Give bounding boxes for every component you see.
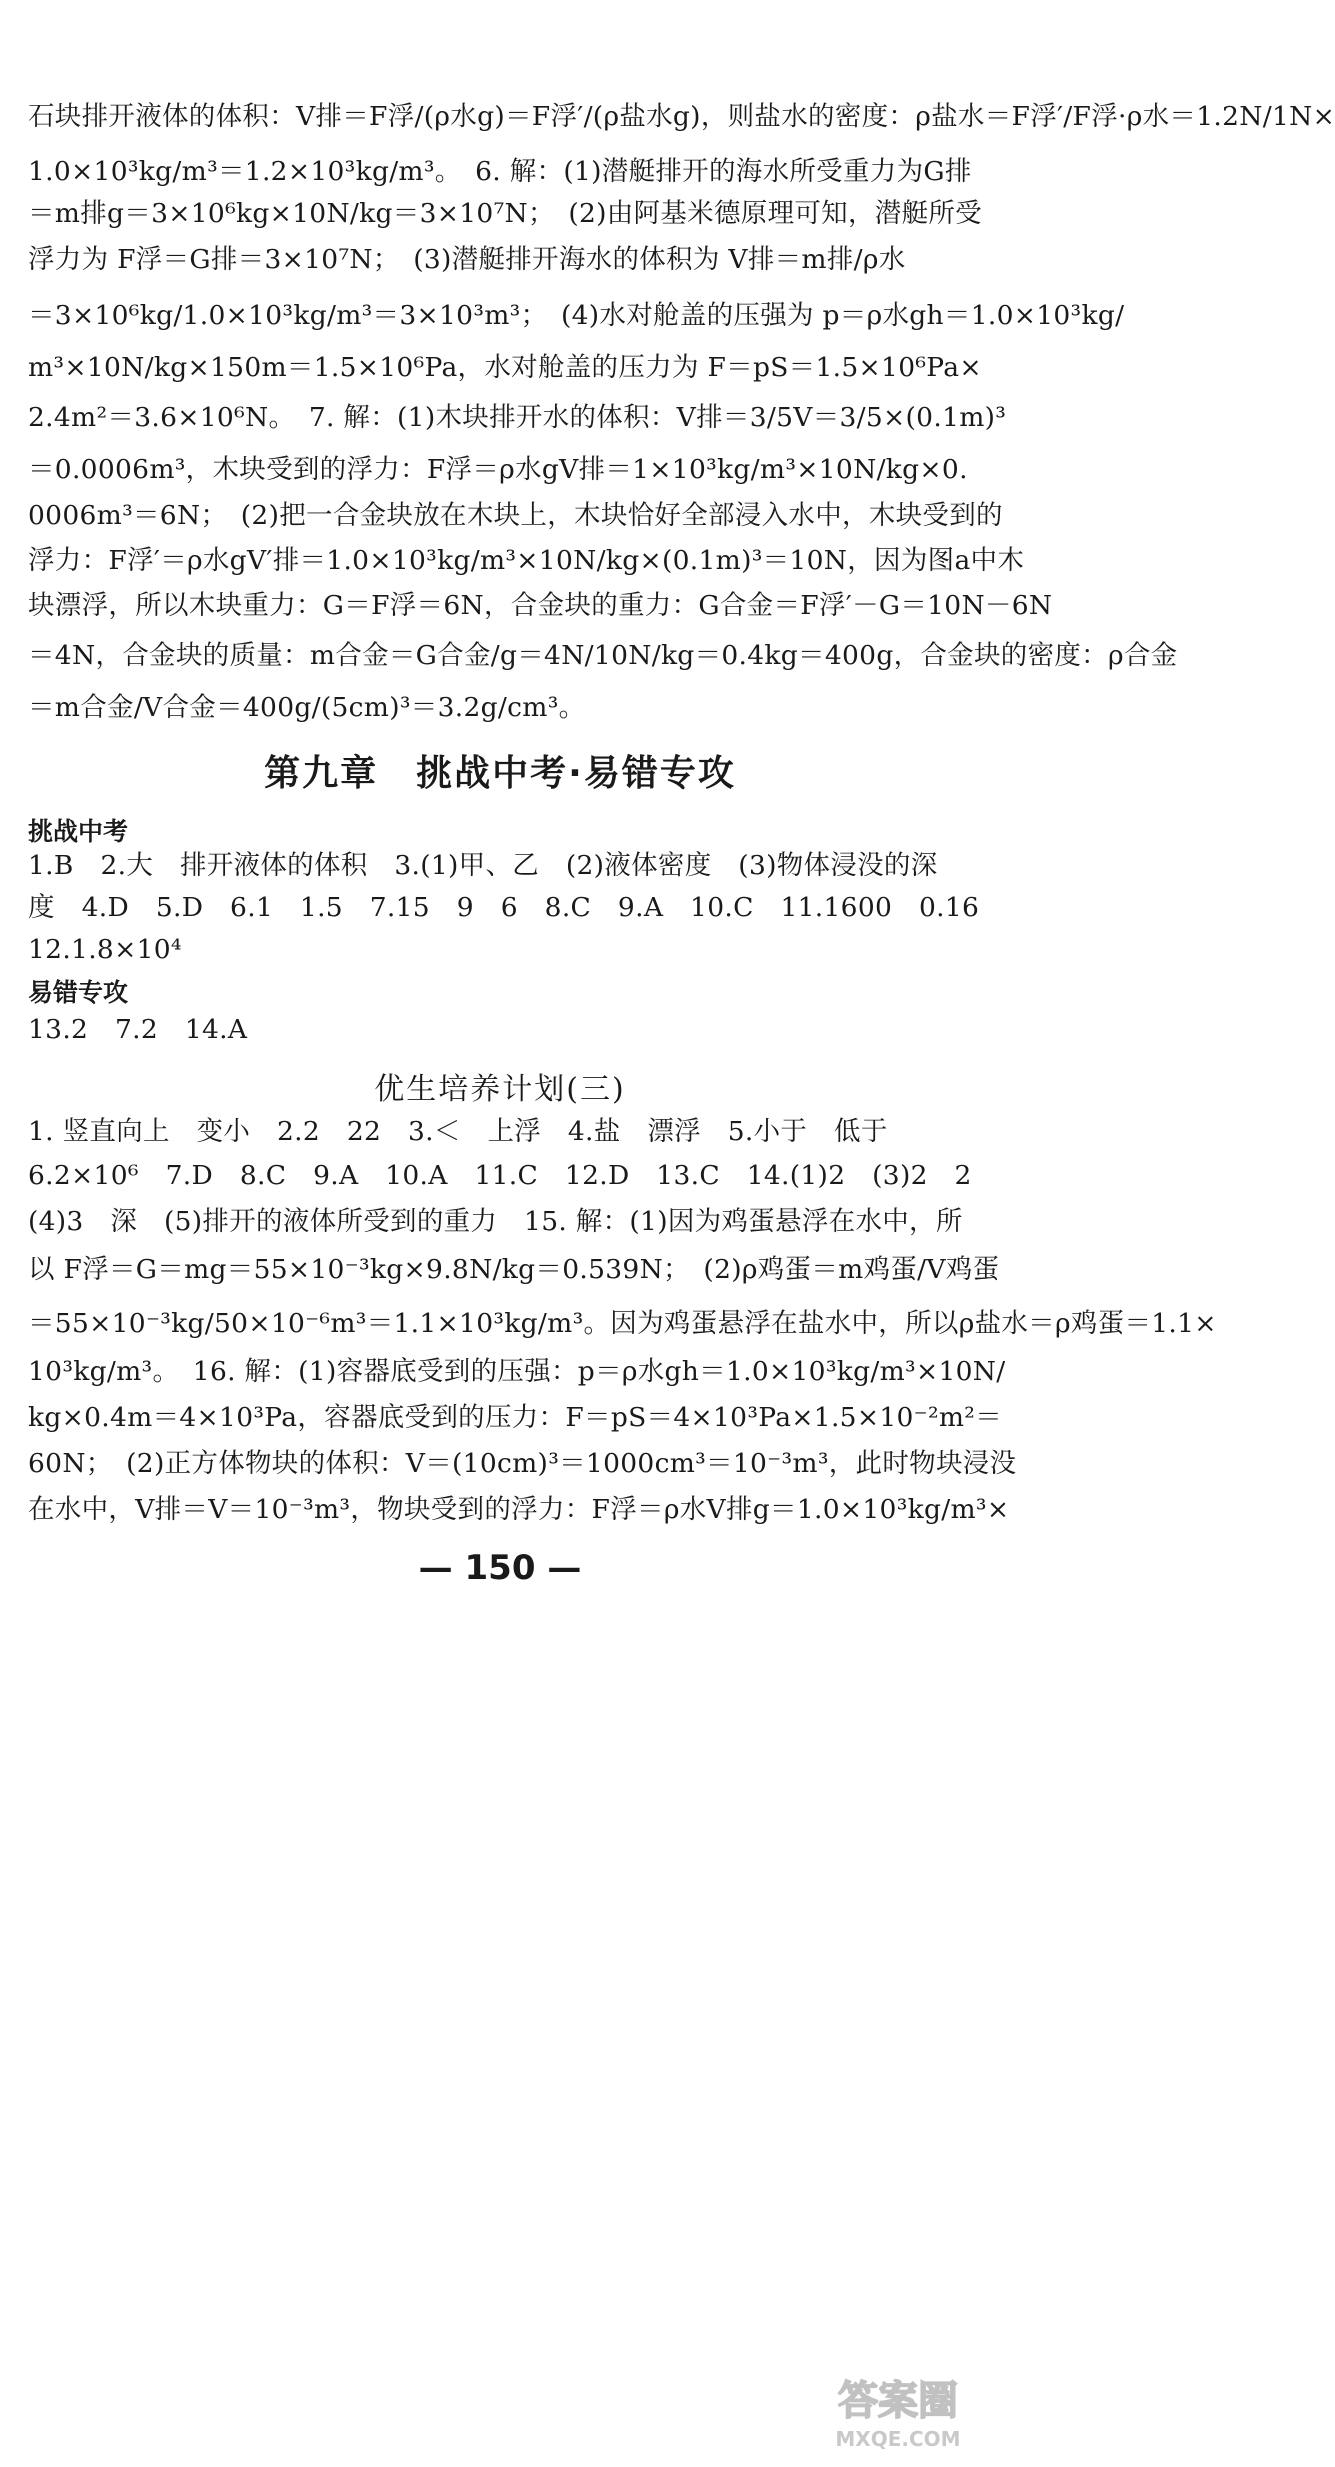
text-line: 1. 竖直向上 变小 2.2 22 3.＜ 上浮 4.盐 漂浮 5.小于 低于: [28, 1116, 888, 1147]
text-line: 1.0×10³kg/m³＝1.2×10³kg/m³。 6. 解：(1)潜艇排开的海水所受重力为G排: [28, 156, 972, 187]
text-line: m³×10N/kg×150m＝1.5×10⁶Pa，水对舱盖的压力为 F＝pS＝1.5×10⁶Pa×: [28, 352, 982, 383]
text-line: ＝4N，合金块的质量：m合金＝G合金/g＝4N/10N/kg＝0.4kg＝400g，合金块的密度：ρ合金: [28, 640, 1178, 671]
chapter-title: 第九章 挑战中考·易错专攻: [264, 753, 736, 794]
section-heading-challenge: 挑战中考: [28, 817, 129, 846]
text-line: 浮力为 F浮＝G排＝3×10⁷N； (3)潜艇排开海水的体积为 V排＝m排/ρ水: [28, 244, 906, 275]
text-line: 以 F浮＝G＝mg＝55×10⁻³kg×9.8N/kg＝0.539N； (2)ρ鸡蛋＝m鸡蛋/V鸡蛋: [28, 1254, 1000, 1285]
text-line: 2.4m²＝3.6×10⁶N。 7. 解：(1)木块排开水的体积：V排＝3/5V＝3/5×(0.1m)³: [28, 402, 1007, 433]
plan-subtitle: 优生培养计划(三): [374, 1072, 626, 1107]
text-line: (4)3 深 (5)排开的液体所受到的重力 15. 解：(1)因为鸡蛋悬浮在水中，所: [28, 1206, 963, 1237]
text-line: kg×0.4m＝4×10³Pa，容器底受到的压力：F＝pS＝4×10³Pa×1.5×10⁻²m²＝: [28, 1402, 1003, 1433]
text-line: ＝3×10⁶kg/1.0×10³kg/m³＝3×10³m³； (4)水对舱盖的压强为 p＝ρ水gh＝1.0×10³kg/: [28, 300, 1125, 331]
watermark-cn-text: 答案圈: [838, 2378, 958, 2424]
text-line: ＝0.0006m³，木块受到的浮力：F浮＝ρ水gV排＝1×10³kg/m³×10N/kg×0.: [28, 454, 968, 485]
text-line: 石块排开液体的体积：V排＝F浮/(ρ水g)＝F浮′/(ρ盐水g)，则盐水的密度：ρ盐水＝F浮′/F浮·ρ水＝1.2N/1N×: [28, 101, 1335, 132]
text-line: 1.B 2.大 排开液体的体积 3.(1)甲、乙 (2)液体密度 (3)物体浸没的深: [28, 850, 938, 881]
text-line: ＝m合金/V合金＝400g/(5cm)³＝3.2g/cm³。: [28, 692, 586, 723]
text-line: 60N； (2)正方体物块的体积：V＝(10cm)³＝1000cm³＝10⁻³m³，此时物块浸没: [28, 1448, 1017, 1479]
text-line: 13.2 7.2 14.A: [28, 1014, 248, 1045]
text-line: 度 4.D 5.D 6.1 1.5 7.15 9 6 8.C 9.A 10.C 11.1600 0.16: [28, 892, 980, 923]
text-line: 在水中，V排＝V＝10⁻³m³，物块受到的浮力：F浮＝ρ水V排g＝1.0×10³kg/m³×: [28, 1494, 1010, 1525]
text-line: 0006m³＝6N； (2)把一合金块放在木块上，木块恰好全部浸入水中，木块受到的: [28, 500, 1003, 531]
text-line: 12.1.8×10⁴: [28, 934, 182, 965]
text-line: 块漂浮，所以木块重力：G＝F浮＝6N，合金块的重力：G合金＝F浮′－G＝10N－6N: [28, 590, 1053, 621]
text-line: ＝55×10⁻³kg/50×10⁻⁶m³＝1.1×10³kg/m³。因为鸡蛋悬浮在盐水中，所以ρ盐水＝ρ鸡蛋＝1.1×: [28, 1308, 1217, 1339]
watermark-url-text: MXQE.COM: [835, 2427, 961, 2451]
page-number: — 150 —: [418, 1548, 582, 1588]
text-line: ＝m排g＝3×10⁶kg×10N/kg＝3×10⁷N； (2)由阿基米德原理可知，潜艇所受: [28, 198, 982, 229]
section-heading-mistakes: 易错专攻: [28, 978, 129, 1007]
text-line: 浮力：F浮′＝ρ水gV′排＝1.0×10³kg/m³×10N/kg×(0.1m)³＝10N，因为图a中木: [28, 545, 1025, 576]
text-line: 10³kg/m³。 16. 解：(1)容器底受到的压强：p＝ρ水gh＝1.0×10³kg/m³×10N/: [28, 1356, 1006, 1387]
watermark-logo-icon: [811, 2362, 986, 2457]
text-line: 6.2×10⁶ 7.D 8.C 9.A 10.A 11.C 12.D 13.C 14.(1)2 (3)2 2: [28, 1160, 972, 1191]
